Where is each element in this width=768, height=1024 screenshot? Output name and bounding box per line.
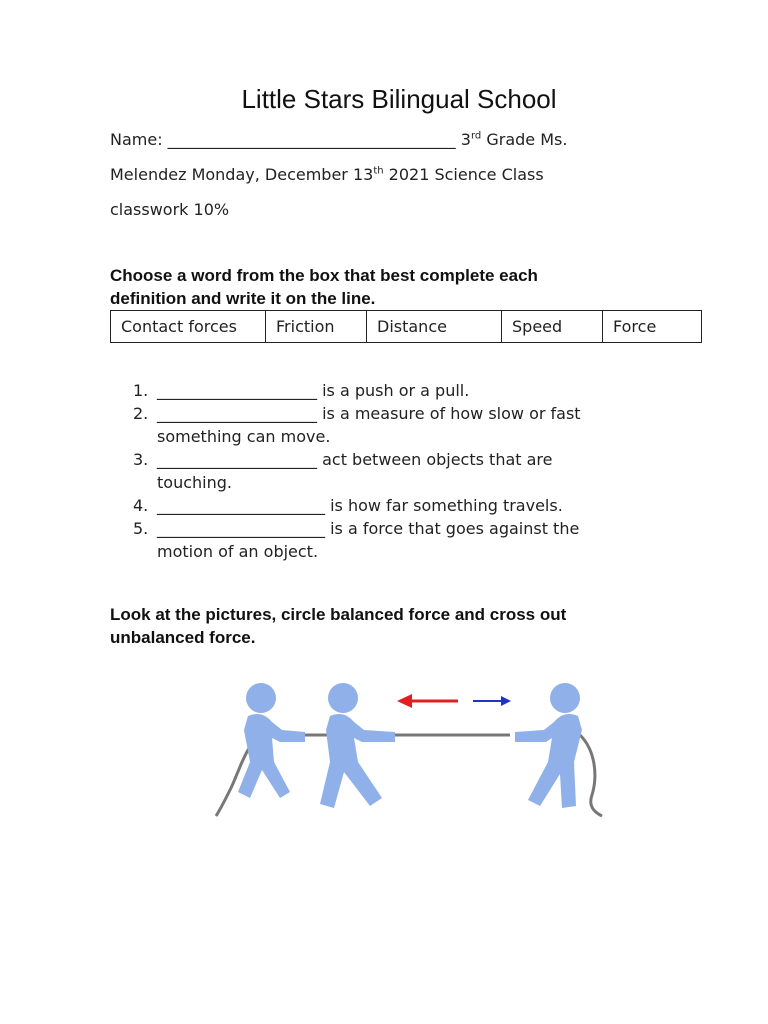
list-item bbox=[133, 517, 581, 563]
question-text: ____________________ is a push or a pull. bbox=[157, 381, 470, 400]
question-text: _____________________ is how far something travels. bbox=[157, 496, 563, 515]
grade-teacher-text: Grade Ms. bbox=[481, 130, 568, 149]
person-icon bbox=[515, 683, 582, 808]
tug-of-war-illustration bbox=[210, 670, 610, 820]
right-arrow-icon bbox=[473, 696, 511, 706]
question-text: ____________________ act between objects that are bbox=[157, 450, 553, 469]
list-item bbox=[133, 494, 581, 517]
date-line bbox=[110, 165, 544, 184]
question-text-continued: something can move. bbox=[157, 427, 331, 446]
page-title: Little Stars Bilingual School bbox=[241, 84, 557, 114]
word-box-cell: Friction bbox=[266, 311, 367, 343]
word-box-cell: Speed bbox=[502, 311, 603, 343]
question-number: 2. bbox=[133, 404, 149, 423]
word-box-cell: Distance bbox=[367, 311, 502, 343]
list-item bbox=[133, 402, 581, 448]
question-list bbox=[133, 379, 581, 563]
list-item bbox=[133, 448, 581, 494]
word-box-cell: Force bbox=[603, 311, 702, 343]
date-text: Melendez Monday, December 13 bbox=[110, 165, 374, 184]
question-text: _____________________ is a force that goes against the bbox=[157, 519, 580, 538]
name-line-text: Name: ____________________________________ 3 bbox=[110, 130, 471, 149]
grade-superscript: rd bbox=[470, 130, 482, 142]
date-superscript: th bbox=[373, 165, 384, 177]
person-icon bbox=[238, 683, 305, 798]
class-text: 2021 Science Class bbox=[383, 165, 544, 184]
name-grade-line bbox=[110, 130, 567, 149]
question-text-continued: touching. bbox=[157, 473, 232, 492]
question-number: 3. bbox=[133, 450, 149, 469]
question-number: 4. bbox=[133, 496, 149, 515]
question-number: 1. bbox=[133, 381, 149, 400]
section2-instruction-line1: Look at the pictures, circle balanced force and cross out bbox=[110, 605, 567, 624]
person-icon bbox=[320, 683, 395, 808]
question-text-continued: motion of an object. bbox=[157, 542, 319, 561]
word-box bbox=[110, 310, 702, 343]
section1-instruction bbox=[110, 264, 538, 310]
section2-instruction-line2: unbalanced force. bbox=[110, 628, 256, 647]
section2-instruction bbox=[110, 603, 566, 649]
question-text: ____________________ is a measure of how slow or fast bbox=[157, 404, 581, 423]
section1-instruction-line2: definition and write it on the line. bbox=[110, 289, 376, 308]
list-item bbox=[133, 379, 581, 402]
word-box-cell: Contact forces bbox=[111, 311, 266, 343]
section1-instruction-line1: Choose a word from the box that best complete each bbox=[110, 266, 538, 285]
left-arrow-icon bbox=[397, 694, 458, 708]
question-number: 5. bbox=[133, 519, 149, 538]
classwork-line: classwork 10% bbox=[110, 200, 230, 219]
